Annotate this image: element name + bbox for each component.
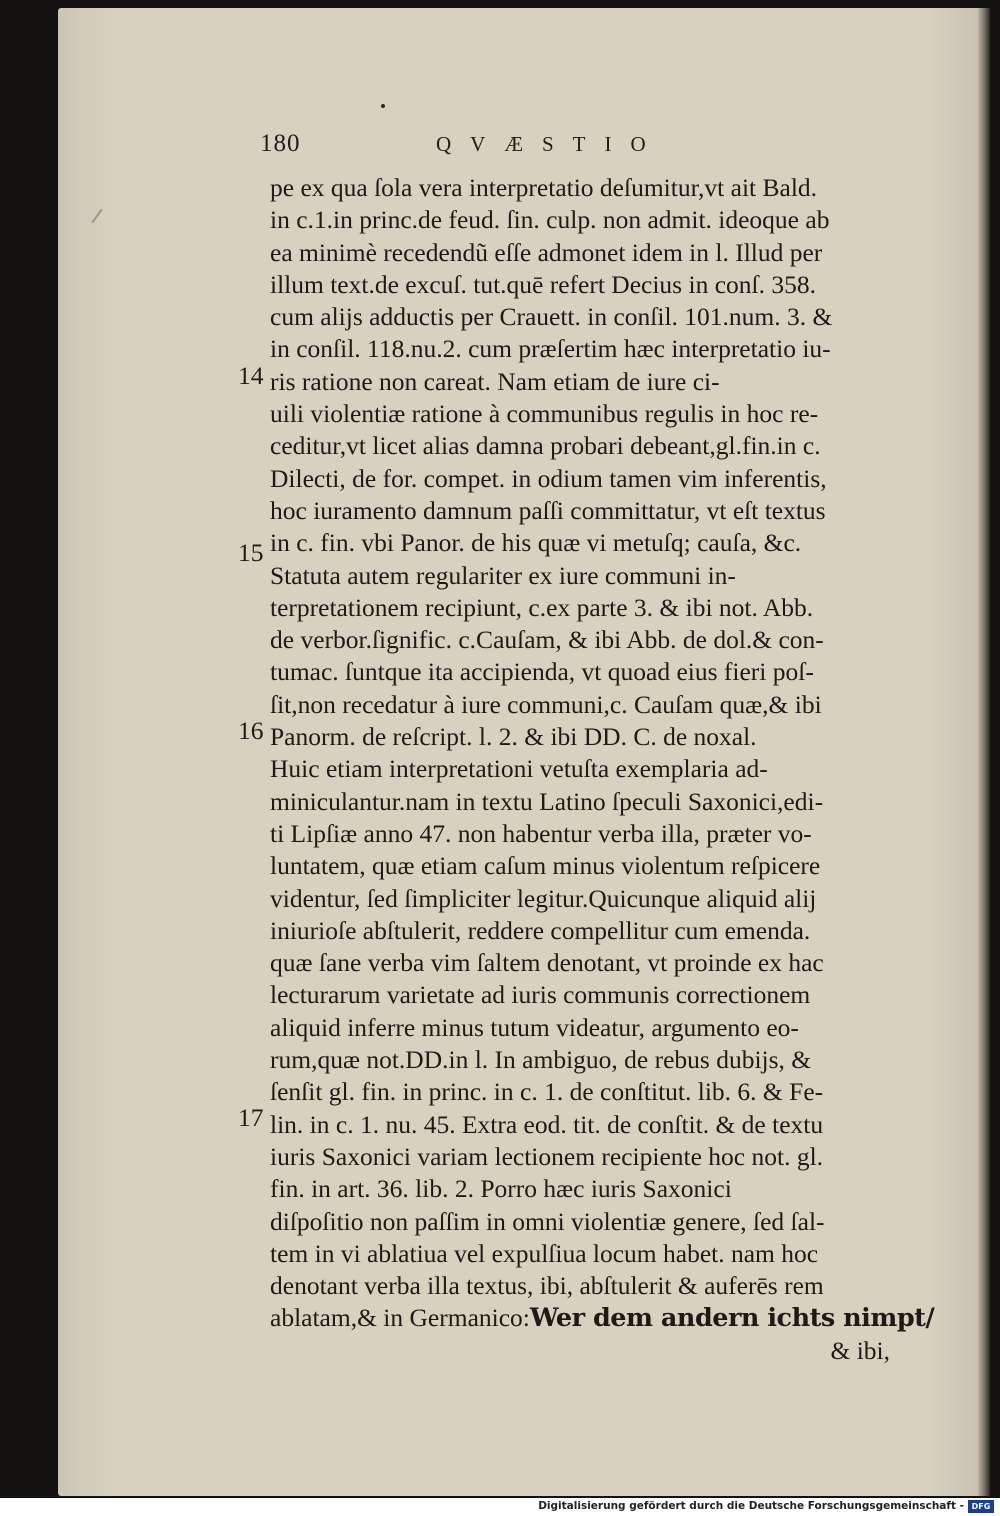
text-line: aliquid inferre minus tutum videatur, argumento eo- bbox=[270, 1012, 799, 1042]
text-line: lecturarum varietate ad iuris communis correctionem bbox=[270, 980, 811, 1010]
text-line: iuris Saxonici variam lectionem recipiente hoc not. gl. bbox=[270, 1141, 824, 1171]
text-line: in c.1.in princ.de feud. ſin. culp. non admit. ideoque ab bbox=[270, 205, 830, 235]
text-line: ceditur,vt licet alias damna probari debeant,gl.fin.in c. bbox=[270, 431, 821, 461]
running-title: QVÆSTIO bbox=[436, 132, 665, 156]
text-line: luntatem, quæ etiam caſum minus violentum reſpicere bbox=[270, 851, 821, 881]
text-line: diſpoſitio non paſſim in omni violentiæ genere, ſed ſal- bbox=[270, 1206, 825, 1236]
page-number: 180 bbox=[260, 130, 301, 157]
text-line: videntur, ſed ſimpliciter legitur.Quicunque aliquid alij bbox=[270, 883, 817, 913]
text-line: de verbor.ſignific. c.Cauſam, & ibi Abb. de dol.& con- bbox=[270, 625, 824, 655]
footer-bar bbox=[0, 1498, 1000, 1516]
text-line: Dilecti, de for. compet. in odium tamen vim inferentis, bbox=[270, 463, 827, 493]
text-line: pe ex qua ſola vera interpretatio deſumitur,vt ait Bald. bbox=[270, 173, 818, 202]
text-line: ti Lipſiæ anno 47. non habentur verba illa, præter vo- bbox=[270, 818, 812, 848]
text-line: Huic etiam interpretationi vetuſta exemplaria ad- bbox=[270, 754, 768, 784]
text-line: ſenſit gl. fin. in princ. in c. 1. de conſtitut. lib. 6. & Fe- bbox=[270, 1077, 824, 1107]
text-line-latin: ablatam,& in Germanico: bbox=[270, 1303, 530, 1333]
text-line: ſit,non recedatur à iure communi,c. Cauſam quæ,& ibi bbox=[270, 689, 822, 719]
text-line: cum alijs adductis per Crauett. in conſil. 101.num. 3. & bbox=[270, 302, 833, 332]
text-line: Statuta autem regulariter ex iure communi in- bbox=[270, 560, 736, 590]
text-line: miniculantur.nam in textu Latino ſpeculi Saxonici,edi- bbox=[270, 786, 824, 816]
text-line: in conſil. 118.nu.2. cum præſertim hæc interpretatio iu- bbox=[270, 334, 831, 364]
text-line: illum text.de excuſ. tut.quē refert Decius in conſ. 358. bbox=[270, 269, 816, 299]
margin-number: 14 bbox=[238, 361, 264, 390]
text-line: Panorm. de reſcript. l. 2. & ibi DD. C. de noxal. bbox=[270, 722, 757, 752]
text-line: tem in vi ablatiua vel expulſiua locum habet. nam hoc bbox=[270, 1238, 819, 1268]
gothic-text: Wer dem andern ichts nimpt/ bbox=[529, 1303, 935, 1334]
text-line: hoc iuramento damnum paſſi committatur, vt eſt textus bbox=[270, 495, 826, 525]
margin-number: 15 bbox=[238, 538, 264, 567]
text-line: quæ ſane verba vim ſaltem denotant, vt proinde ex hac bbox=[270, 948, 824, 978]
margin-number: 16 bbox=[238, 716, 264, 745]
body-text bbox=[270, 172, 935, 1367]
text-line: denotant verba illa textus, ibi, abſtulerit & auferēs rem bbox=[270, 1271, 824, 1301]
text-line: terpretationem recipiunt, c.ex parte 3. & ibi not. Abb. bbox=[270, 592, 814, 622]
dfg-logo: DFG bbox=[968, 1500, 994, 1513]
text-line: tumac. ſuntque ita accipienda, vt quoad eius fieri poſ- bbox=[270, 657, 814, 687]
text-line: uili violentiæ ratione à communibus regulis in hoc re- bbox=[270, 399, 819, 429]
margin-number: 17 bbox=[238, 1103, 264, 1132]
text-line: lin. in c. 1. nu. 45. Extra eod. tit. de conſtit. & de textu bbox=[270, 1109, 824, 1139]
footer-credit: Digitalisierung gefördert durch die Deutsche Forschungsgemeinschaft - bbox=[538, 1500, 964, 1512]
text-line: ea minimè recedendũ eſſe admonet idem in l. Illud per bbox=[270, 237, 823, 267]
text-line: rum,quæ not.DD.in l. In ambiguo, de rebus dubijs, & bbox=[270, 1045, 812, 1075]
text-line bbox=[270, 1302, 935, 1334]
page-edge bbox=[978, 8, 990, 1496]
ink-dot bbox=[381, 104, 385, 108]
text-line: iniurioſe abſtulerit, reddere compellitur cum emenda. bbox=[270, 915, 811, 945]
text-line: in c. fin. vbi Panor. de his quæ vi metuſq; cauſa, &c. bbox=[270, 528, 802, 558]
text-line: ris ratione non careat. Nam etiam de iure ci- bbox=[270, 366, 720, 396]
catchword: & ibi, bbox=[830, 1335, 890, 1365]
text-line: fin. in art. 36. lib. 2. Porro hæc iuris Saxonici bbox=[270, 1174, 732, 1204]
